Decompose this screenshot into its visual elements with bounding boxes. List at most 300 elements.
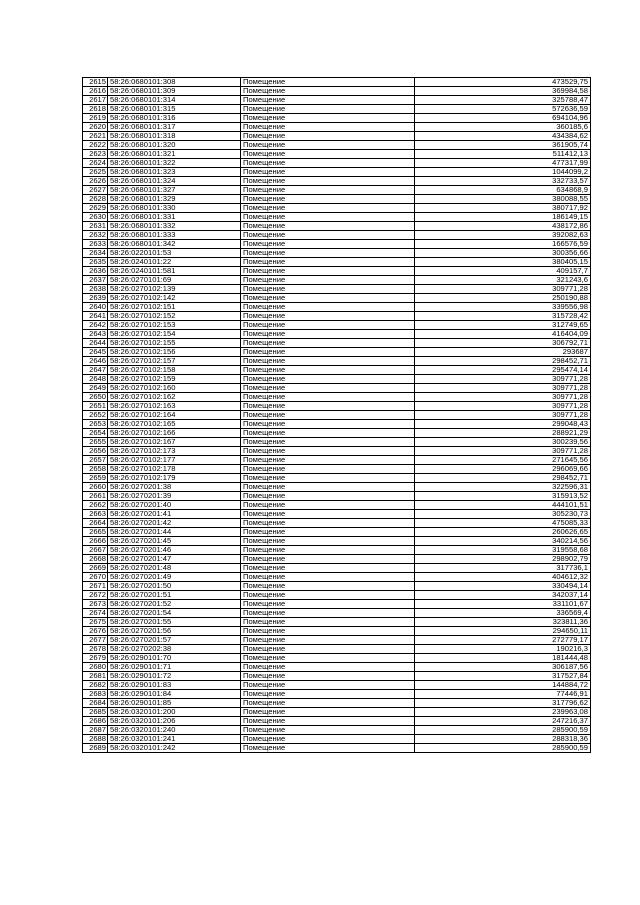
- cadastral-value-cell: 298902,79: [415, 555, 591, 564]
- row-number-cell: 2644: [83, 339, 108, 348]
- object-type-cell: Помещение: [241, 672, 415, 681]
- table-row: [83, 456, 591, 465]
- table-row: [83, 357, 591, 366]
- cadastral-value-cell: 309771,28: [415, 402, 591, 411]
- object-type-cell: Помещение: [241, 303, 415, 312]
- table-row: [83, 384, 591, 393]
- row-number-cell: 2677: [83, 636, 108, 645]
- table-row: [83, 168, 591, 177]
- table-row: [83, 636, 591, 645]
- row-number-cell: 2640: [83, 303, 108, 312]
- object-type-cell: Помещение: [241, 447, 415, 456]
- object-type-cell: Помещение: [241, 600, 415, 609]
- object-type-cell: Помещение: [241, 708, 415, 717]
- cadastral-number-cell: 58:26:0270102:167: [108, 438, 241, 447]
- row-number-cell: 2636: [83, 267, 108, 276]
- cadastral-number-cell: 58:26:0290101:84: [108, 690, 241, 699]
- row-number-cell: 2623: [83, 150, 108, 159]
- cadastral-value-cell: 1044099,2: [415, 168, 591, 177]
- row-number-cell: 2627: [83, 186, 108, 195]
- cadastral-number-cell: 58:26:0270201:42: [108, 519, 241, 528]
- row-number-cell: 2684: [83, 699, 108, 708]
- object-type-cell: Помещение: [241, 654, 415, 663]
- cadastral-value-cell: 285900,59: [415, 726, 591, 735]
- cadastral-value-cell: 404612,32: [415, 573, 591, 582]
- row-number-cell: 2641: [83, 312, 108, 321]
- cadastral-number-cell: 58:26:0270201:51: [108, 591, 241, 600]
- object-type-cell: Помещение: [241, 546, 415, 555]
- row-number-cell: 2678: [83, 645, 108, 654]
- cadastral-number-cell: 58:26:0320101:240: [108, 726, 241, 735]
- object-type-cell: Помещение: [241, 438, 415, 447]
- object-type-cell: Помещение: [241, 276, 415, 285]
- table-row: [83, 231, 591, 240]
- table-row: [83, 303, 591, 312]
- row-number-cell: 2649: [83, 384, 108, 393]
- row-number-cell: 2619: [83, 114, 108, 123]
- object-type-cell: Помещение: [241, 258, 415, 267]
- row-number-cell: 2673: [83, 600, 108, 609]
- cadastral-value-cell: 293687: [415, 348, 591, 357]
- cadastral-number-cell: 58:26:0320101:241: [108, 735, 241, 744]
- cadastral-number-cell: 58:26:0270102:154: [108, 330, 241, 339]
- row-number-cell: 2616: [83, 87, 108, 96]
- table-row: [83, 528, 591, 537]
- table-row: [83, 186, 591, 195]
- cadastral-number-cell: 58:26:0270102:152: [108, 312, 241, 321]
- cadastral-number-cell: 58:26:0220101:53: [108, 249, 241, 258]
- table-row: [83, 483, 591, 492]
- table-row: [83, 717, 591, 726]
- cadastral-value-cell: 300356,66: [415, 249, 591, 258]
- object-type-cell: Помещение: [241, 204, 415, 213]
- table-row: [83, 159, 591, 168]
- object-type-cell: Помещение: [241, 375, 415, 384]
- object-type-cell: Помещение: [241, 690, 415, 699]
- table-row: [83, 708, 591, 717]
- table-row: [83, 411, 591, 420]
- cadastral-number-cell: 58:26:0290101:70: [108, 654, 241, 663]
- object-type-cell: Помещение: [241, 114, 415, 123]
- cadastral-number-cell: 58:26:0270102:179: [108, 474, 241, 483]
- table-row: [83, 222, 591, 231]
- table-row: [83, 213, 591, 222]
- cadastral-value-cell: 392082,63: [415, 231, 591, 240]
- cadastral-number-cell: 58:26:0270201:50: [108, 582, 241, 591]
- row-number-cell: 2615: [83, 78, 108, 87]
- object-type-cell: Помещение: [241, 267, 415, 276]
- cadastral-value-cell: 315913,52: [415, 492, 591, 501]
- cadastral-number-cell: 58:26:0270201:55: [108, 618, 241, 627]
- row-number-cell: 2628: [83, 195, 108, 204]
- cadastral-number-cell: 58:26:0270201:52: [108, 600, 241, 609]
- cadastral-value-cell: 296069,66: [415, 465, 591, 474]
- cadastral-value-cell: 305230,73: [415, 510, 591, 519]
- cadastral-value-cell: 271645,56: [415, 456, 591, 465]
- object-type-cell: Помещение: [241, 582, 415, 591]
- row-number-cell: 2682: [83, 681, 108, 690]
- row-number-cell: 2629: [83, 204, 108, 213]
- cadastral-value-cell: 300239,56: [415, 438, 591, 447]
- row-number-cell: 2647: [83, 366, 108, 375]
- cadastral-number-cell: 58:26:0270201:48: [108, 564, 241, 573]
- table-row: [83, 141, 591, 150]
- cadastral-number-cell: 58:26:0270102:157: [108, 357, 241, 366]
- cadastral-number-cell: 58:26:0270102:163: [108, 402, 241, 411]
- row-number-cell: 2688: [83, 735, 108, 744]
- row-number-cell: 2631: [83, 222, 108, 231]
- cadastral-value-cell: 294650,11: [415, 627, 591, 636]
- cadastral-number-cell: 58:26:0680101:308: [108, 78, 241, 87]
- row-number-cell: 2646: [83, 357, 108, 366]
- cadastral-number-cell: 58:26:0270102:151: [108, 303, 241, 312]
- cadastral-value-cell: 511412,13: [415, 150, 591, 159]
- cadastral-number-cell: 58:26:0680101:315: [108, 105, 241, 114]
- table-row: [83, 573, 591, 582]
- table-row: [83, 546, 591, 555]
- cadastral-value-cell: 306187,56: [415, 663, 591, 672]
- table-row: [83, 258, 591, 267]
- row-number-cell: 2663: [83, 510, 108, 519]
- cadastral-value-cell: 239963,08: [415, 708, 591, 717]
- object-type-cell: Помещение: [241, 150, 415, 159]
- cadastral-value-cell: 312749,65: [415, 321, 591, 330]
- cadastral-number-cell: 58:26:0270102:158: [108, 366, 241, 375]
- row-number-cell: 2637: [83, 276, 108, 285]
- row-number-cell: 2685: [83, 708, 108, 717]
- table-row: [83, 492, 591, 501]
- cadastral-value-cell: 322596,31: [415, 483, 591, 492]
- cadastral-number-cell: 58:26:0240101:581: [108, 267, 241, 276]
- object-type-cell: Помещение: [241, 456, 415, 465]
- row-number-cell: 2656: [83, 447, 108, 456]
- object-type-cell: Помещение: [241, 564, 415, 573]
- object-type-cell: Помещение: [241, 663, 415, 672]
- object-type-cell: Помещение: [241, 240, 415, 249]
- object-type-cell: Помещение: [241, 231, 415, 240]
- row-number-cell: 2689: [83, 744, 108, 753]
- cadastral-value-cell: 309771,28: [415, 411, 591, 420]
- table-row: [83, 672, 591, 681]
- cadastral-number-cell: 58:26:0270102:177: [108, 456, 241, 465]
- object-type-cell: Помещение: [241, 195, 415, 204]
- row-number-cell: 2675: [83, 618, 108, 627]
- cadastral-number-cell: 58:26:0680101:322: [108, 159, 241, 168]
- cadastral-number-cell: 58:26:0680101:323: [108, 168, 241, 177]
- object-type-cell: Помещение: [241, 645, 415, 654]
- cadastral-value-cell: 181444,48: [415, 654, 591, 663]
- object-type-cell: Помещение: [241, 699, 415, 708]
- row-number-cell: 2664: [83, 519, 108, 528]
- table-row: [83, 195, 591, 204]
- cadastral-number-cell: 58:26:0270201:41: [108, 510, 241, 519]
- table-row: [83, 681, 591, 690]
- table-row: [83, 87, 591, 96]
- object-type-cell: Помещение: [241, 609, 415, 618]
- cadastral-number-cell: 58:26:0270201:47: [108, 555, 241, 564]
- row-number-cell: 2680: [83, 663, 108, 672]
- cadastral-value-cell: 309771,28: [415, 285, 591, 294]
- cadastral-number-cell: 58:26:0680101:333: [108, 231, 241, 240]
- object-type-cell: Помещение: [241, 177, 415, 186]
- cadastral-value-cell: 342037,14: [415, 591, 591, 600]
- table-row: [83, 555, 591, 564]
- table-row: [83, 114, 591, 123]
- row-number-cell: 2617: [83, 96, 108, 105]
- row-number-cell: 2666: [83, 537, 108, 546]
- table-row: [83, 465, 591, 474]
- table-row: [83, 537, 591, 546]
- cadastral-value-cell: 330494,14: [415, 582, 591, 591]
- property-table-body: [83, 78, 591, 753]
- cadastral-value-cell: 317527,84: [415, 672, 591, 681]
- cadastral-number-cell: 58:26:0680101:314: [108, 96, 241, 105]
- object-type-cell: Помещение: [241, 627, 415, 636]
- object-type-cell: Помещение: [241, 420, 415, 429]
- cadastral-number-cell: 58:26:0270202:38: [108, 645, 241, 654]
- cadastral-value-cell: 369984,58: [415, 87, 591, 96]
- row-number-cell: 2643: [83, 330, 108, 339]
- cadastral-number-cell: 58:26:0320101:242: [108, 744, 241, 753]
- table-row: [83, 501, 591, 510]
- row-number-cell: 2650: [83, 393, 108, 402]
- table-row: [83, 123, 591, 132]
- cadastral-number-cell: 58:26:0270102:142: [108, 294, 241, 303]
- cadastral-number-cell: 58:26:0680101:324: [108, 177, 241, 186]
- row-number-cell: 2662: [83, 501, 108, 510]
- row-number-cell: 2653: [83, 420, 108, 429]
- table-row: [83, 564, 591, 573]
- table-row: [83, 150, 591, 159]
- cadastral-value-cell: 434384,62: [415, 132, 591, 141]
- object-type-cell: Помещение: [241, 465, 415, 474]
- cadastral-value-cell: 298452,71: [415, 474, 591, 483]
- cadastral-value-cell: 309771,28: [415, 393, 591, 402]
- cadastral-value-cell: 473529,75: [415, 78, 591, 87]
- table-row: [83, 132, 591, 141]
- object-type-cell: Помещение: [241, 96, 415, 105]
- table-row: [83, 474, 591, 483]
- cadastral-value-cell: 438172,86: [415, 222, 591, 231]
- table-row: [83, 519, 591, 528]
- table-row: [83, 645, 591, 654]
- cadastral-number-cell: 58:26:0680101:317: [108, 123, 241, 132]
- cadastral-number-cell: 58:26:0270101:69: [108, 276, 241, 285]
- object-type-cell: Помещение: [241, 78, 415, 87]
- cadastral-number-cell: 58:26:0270201:44: [108, 528, 241, 537]
- row-number-cell: 2654: [83, 429, 108, 438]
- cadastral-value-cell: 340214,56: [415, 537, 591, 546]
- object-type-cell: Помещение: [241, 402, 415, 411]
- row-number-cell: 2639: [83, 294, 108, 303]
- table-row: [83, 744, 591, 753]
- row-number-cell: 2670: [83, 573, 108, 582]
- row-number-cell: 2622: [83, 141, 108, 150]
- object-type-cell: Помещение: [241, 168, 415, 177]
- row-number-cell: 2658: [83, 465, 108, 474]
- object-type-cell: Помещение: [241, 501, 415, 510]
- object-type-cell: Помещение: [241, 294, 415, 303]
- object-type-cell: Помещение: [241, 483, 415, 492]
- cadastral-number-cell: 58:26:0320101:206: [108, 717, 241, 726]
- cadastral-number-cell: 58:26:0290101:72: [108, 672, 241, 681]
- cadastral-value-cell: 285900,59: [415, 744, 591, 753]
- row-number-cell: 2618: [83, 105, 108, 114]
- object-type-cell: Помещение: [241, 330, 415, 339]
- row-number-cell: 2625: [83, 168, 108, 177]
- cadastral-value-cell: 336569,4: [415, 609, 591, 618]
- cadastral-value-cell: 288318,36: [415, 735, 591, 744]
- table-row: [83, 285, 591, 294]
- object-type-cell: Помещение: [241, 285, 415, 294]
- cadastral-number-cell: 58:26:0270102:156: [108, 348, 241, 357]
- row-number-cell: 2626: [83, 177, 108, 186]
- cadastral-number-cell: 58:26:0270102:178: [108, 465, 241, 474]
- document-sheet: [82, 77, 591, 753]
- object-type-cell: Помещение: [241, 537, 415, 546]
- object-type-cell: Помещение: [241, 186, 415, 195]
- object-type-cell: Помещение: [241, 123, 415, 132]
- cadastral-number-cell: 58:26:0680101:309: [108, 87, 241, 96]
- row-number-cell: 2659: [83, 474, 108, 483]
- cadastral-number-cell: 58:26:0270102:139: [108, 285, 241, 294]
- cadastral-value-cell: 380717,92: [415, 204, 591, 213]
- table-row: [83, 105, 591, 114]
- object-type-cell: Помещение: [241, 726, 415, 735]
- cadastral-number-cell: 58:26:0270102:173: [108, 447, 241, 456]
- row-number-cell: 2669: [83, 564, 108, 573]
- cadastral-value-cell: 380405,15: [415, 258, 591, 267]
- row-number-cell: 2642: [83, 321, 108, 330]
- table-row: [83, 402, 591, 411]
- row-number-cell: 2652: [83, 411, 108, 420]
- table-row: [83, 510, 591, 519]
- object-type-cell: Помещение: [241, 528, 415, 537]
- table-row: [83, 447, 591, 456]
- cadastral-number-cell: 58:26:0270201:40: [108, 501, 241, 510]
- cadastral-value-cell: 634868,9: [415, 186, 591, 195]
- cadastral-value-cell: 309771,28: [415, 375, 591, 384]
- cadastral-number-cell: 58:26:0680101:318: [108, 132, 241, 141]
- table-row: [83, 438, 591, 447]
- row-number-cell: 2686: [83, 717, 108, 726]
- cadastral-number-cell: 58:26:0680101:321: [108, 150, 241, 159]
- table-row: [83, 267, 591, 276]
- row-number-cell: 2620: [83, 123, 108, 132]
- cadastral-value-cell: 144884,72: [415, 681, 591, 690]
- cadastral-number-cell: 58:26:0270102:165: [108, 420, 241, 429]
- cadastral-value-cell: 380088,55: [415, 195, 591, 204]
- table-row: [83, 582, 591, 591]
- table-row: [83, 393, 591, 402]
- cadastral-number-cell: 58:26:0680101:331: [108, 213, 241, 222]
- object-type-cell: Помещение: [241, 339, 415, 348]
- row-number-cell: 2624: [83, 159, 108, 168]
- row-number-cell: 2661: [83, 492, 108, 501]
- object-type-cell: Помещение: [241, 222, 415, 231]
- object-type-cell: Помещение: [241, 249, 415, 258]
- object-type-cell: Помещение: [241, 357, 415, 366]
- row-number-cell: 2672: [83, 591, 108, 600]
- object-type-cell: Помещение: [241, 159, 415, 168]
- cadastral-value-cell: 309771,28: [415, 447, 591, 456]
- row-number-cell: 2668: [83, 555, 108, 564]
- cadastral-value-cell: 321243,6: [415, 276, 591, 285]
- cadastral-number-cell: 58:26:0270201:54: [108, 609, 241, 618]
- cadastral-value-cell: 319558,68: [415, 546, 591, 555]
- object-type-cell: Помещение: [241, 492, 415, 501]
- cadastral-number-cell: 58:26:0270201:57: [108, 636, 241, 645]
- row-number-cell: 2651: [83, 402, 108, 411]
- table-row: [83, 735, 591, 744]
- cadastral-value-cell: 477317,99: [415, 159, 591, 168]
- object-type-cell: Помещение: [241, 105, 415, 114]
- object-type-cell: Помещение: [241, 348, 415, 357]
- table-row: [83, 627, 591, 636]
- cadastral-number-cell: 58:26:0270102:162: [108, 393, 241, 402]
- row-number-cell: 2633: [83, 240, 108, 249]
- object-type-cell: Помещение: [241, 636, 415, 645]
- cadastral-number-cell: 58:26:0270102:160: [108, 384, 241, 393]
- cadastral-value-cell: 572636,59: [415, 105, 591, 114]
- cadastral-value-cell: 272779,17: [415, 636, 591, 645]
- object-type-cell: Помещение: [241, 618, 415, 627]
- cadastral-number-cell: 58:26:0270102:166: [108, 429, 241, 438]
- cadastral-value-cell: 186149,15: [415, 213, 591, 222]
- object-type-cell: Помещение: [241, 213, 415, 222]
- table-row: [83, 348, 591, 357]
- object-type-cell: Помещение: [241, 87, 415, 96]
- row-number-cell: 2665: [83, 528, 108, 537]
- table-row: [83, 699, 591, 708]
- row-number-cell: 2648: [83, 375, 108, 384]
- cadastral-value-cell: 77446,91: [415, 690, 591, 699]
- table-row: [83, 294, 591, 303]
- object-type-cell: Помещение: [241, 735, 415, 744]
- table-row: [83, 312, 591, 321]
- object-type-cell: Помещение: [241, 321, 415, 330]
- cadastral-number-cell: 58:26:0680101:320: [108, 141, 241, 150]
- cadastral-value-cell: 317736,1: [415, 564, 591, 573]
- table-row: [83, 726, 591, 735]
- row-number-cell: 2687: [83, 726, 108, 735]
- row-number-cell: 2630: [83, 213, 108, 222]
- table-row: [83, 330, 591, 339]
- table-row: [83, 654, 591, 663]
- row-number-cell: 2660: [83, 483, 108, 492]
- object-type-cell: Помещение: [241, 573, 415, 582]
- cadastral-value-cell: 325788,47: [415, 96, 591, 105]
- object-type-cell: Помещение: [241, 141, 415, 150]
- cadastral-value-cell: 299048,43: [415, 420, 591, 429]
- object-type-cell: Помещение: [241, 312, 415, 321]
- table-row: [83, 321, 591, 330]
- row-number-cell: 2645: [83, 348, 108, 357]
- object-type-cell: Помещение: [241, 717, 415, 726]
- object-type-cell: Помещение: [241, 366, 415, 375]
- cadastral-value-cell: 317796,62: [415, 699, 591, 708]
- object-type-cell: Помещение: [241, 510, 415, 519]
- cadastral-number-cell: 58:26:0270201:45: [108, 537, 241, 546]
- cadastral-value-cell: 332733,57: [415, 177, 591, 186]
- table-row: [83, 366, 591, 375]
- cadastral-number-cell: 58:26:0680101:330: [108, 204, 241, 213]
- row-number-cell: 2674: [83, 609, 108, 618]
- row-number-cell: 2679: [83, 654, 108, 663]
- row-number-cell: 2683: [83, 690, 108, 699]
- cadastral-value-cell: 190216,3: [415, 645, 591, 654]
- object-type-cell: Помещение: [241, 519, 415, 528]
